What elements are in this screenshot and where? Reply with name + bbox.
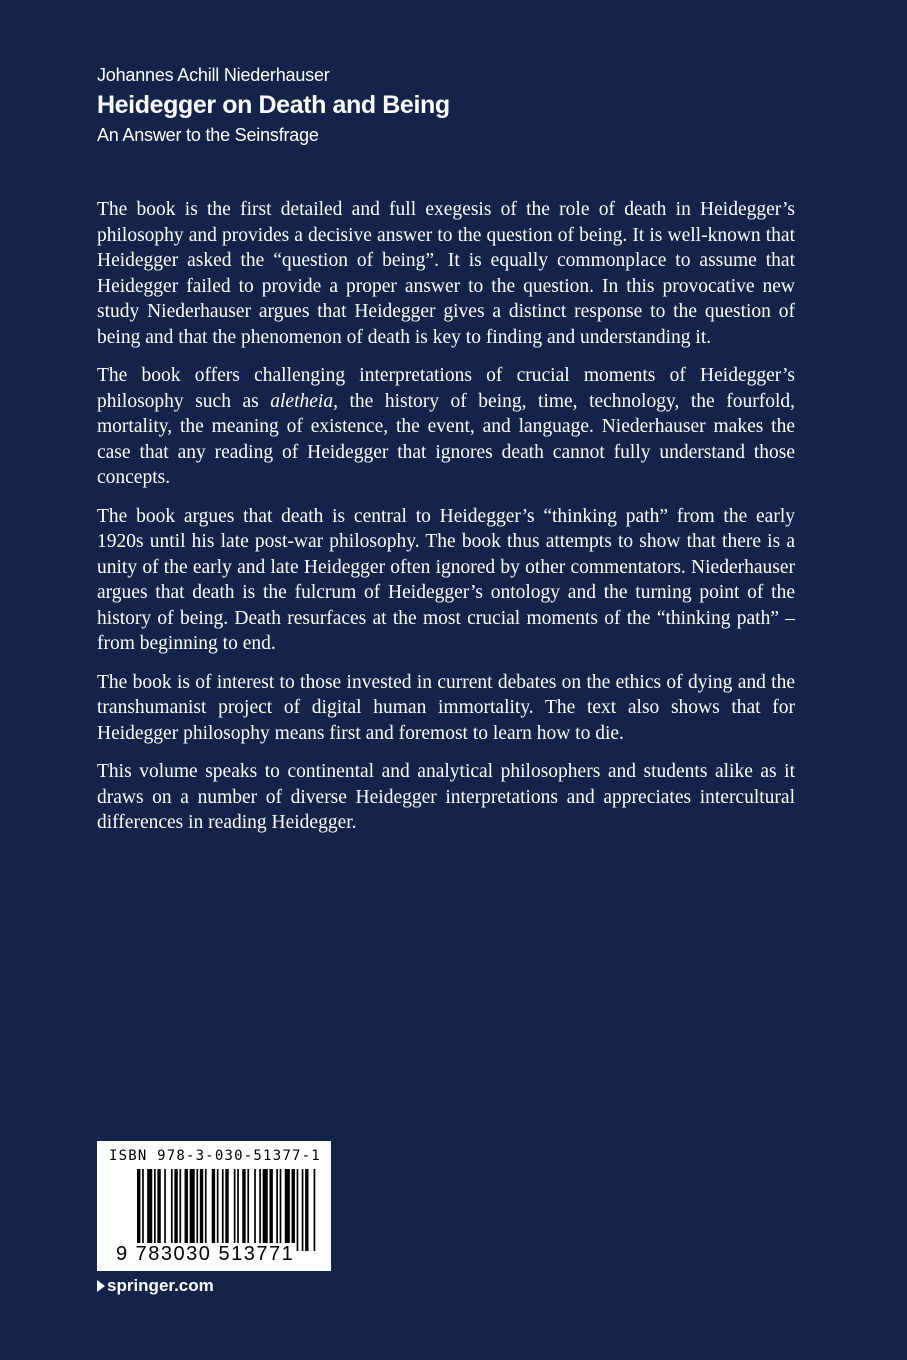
barcode-stripe	[171, 1169, 173, 1251]
barcode-digits	[115, 1243, 325, 1266]
barcode-stripe	[247, 1169, 249, 1251]
blurb-italic-term: aletheia	[270, 390, 334, 412]
barcode-stripe	[263, 1169, 268, 1251]
barcode-stripe	[157, 1169, 160, 1251]
blurb-paragraph-4: The book is of interest to those invested in current debates on the ethics of dying and the transhumanist project of digital human immortality. The text also shows that for Heidegger philosophy means first and foremost to learn how to die.	[97, 671, 795, 744]
blurb-paragraph-2	[97, 363, 795, 491]
barcode-stripe	[314, 1169, 316, 1251]
header	[97, 62, 817, 148]
barcode-stripe	[269, 1169, 272, 1251]
arrow-right-icon	[97, 1280, 105, 1292]
blurb-paragraph-1: The book is the first detailed and full exegesis of the role of death in Heidegger’s philosophy and provides a decisive answer to the question of being. It is well-known that Heidegger asked the “question of being”. It is equally commonplace to assume that Heidegger failed to provide a proper answer to the question. In this provocative new study Niederhauser argues that Heidegger gives a distinct response to the question of being and that the phenomenon of death is key to finding and understanding it.	[97, 199, 795, 348]
barcode-stripe	[185, 1169, 188, 1251]
barcode-stripe	[280, 1169, 282, 1251]
blurb-paragraph-2-start: The book offers challenging interpretations of crucial moments of Heidegger’s philosophy such as	[97, 365, 795, 412]
blurb-paragraph-2-end: , the history of being, time, technology, the fourfold, mortality, the meaning of existence, the event, and language. Niederhauser makes the case that any reading of Heidegger that ignores death cannot fully understand those concepts.	[97, 390, 795, 488]
author-name: Johannes Achill Niederhauser	[97, 65, 330, 85]
publisher-url: springer.com	[107, 1276, 214, 1295]
barcode-stripe	[297, 1169, 299, 1251]
blurb-paragraph-5: This volume speaks to continental and analytical philosophers and students alike as it draws on a number of diverse Heidegger interpretations and appreciates intercultural differences in reading Heidegger.	[97, 761, 795, 833]
barcode-stripe	[196, 1169, 198, 1251]
barcode-box	[97, 1141, 331, 1271]
barcode-stripe	[259, 1169, 261, 1251]
barcode-bars	[137, 1169, 317, 1251]
barcode-stripe	[292, 1169, 295, 1251]
barcode-stripe	[147, 1169, 152, 1251]
book-subtitle: An Answer to the Seinsfrage	[97, 125, 319, 145]
isbn-label: ISBN 978-3-030-51377-1	[109, 1148, 321, 1164]
book-title: Heidegger on Death and Being	[97, 91, 450, 119]
barcode-stripe	[142, 1169, 144, 1251]
barcode-stripe	[225, 1169, 228, 1251]
barcode-stripe	[212, 1169, 215, 1251]
blurb-paragraph-3: The book argues that death is central to Heidegger’s “thinking path” from the early 1920s until his late post-war philosophy. The book thus attempts to show that there is a unity of the early and late Heidegger often ignored by other commentators. Niederhauser argues that death is the fulcrum of Heidegger’s ontology and the turning point of the history of being. Death resurfaces at the most crucial moments of the “thinking path” – from beginning to end.	[97, 505, 795, 654]
barcode-stripe	[285, 1169, 290, 1251]
barcode-stripe	[222, 1169, 224, 1251]
barcode-stripe	[254, 1169, 256, 1251]
barcode-stripe	[305, 1169, 308, 1251]
blurb	[97, 197, 795, 849]
barcode-stripe	[217, 1169, 219, 1251]
publisher-link[interactable]	[97, 1276, 214, 1296]
barcode-stripe	[154, 1169, 156, 1251]
barcode-stripe	[237, 1169, 239, 1251]
barcode-stripe	[205, 1169, 207, 1251]
barcode-stripe	[242, 1169, 245, 1251]
barcode-stripe	[190, 1169, 195, 1251]
barcode-stripe	[164, 1169, 166, 1251]
barcode-stripe	[200, 1169, 203, 1251]
barcode-stripe	[276, 1169, 278, 1251]
barcode-stripe	[137, 1169, 140, 1251]
barcode-digits-text: 9 783030 513771	[116, 1243, 295, 1265]
barcode-stripe	[234, 1169, 236, 1251]
barcode-stripe	[302, 1169, 304, 1251]
barcode-stripe	[174, 1169, 177, 1251]
barcode-stripe	[179, 1169, 181, 1251]
